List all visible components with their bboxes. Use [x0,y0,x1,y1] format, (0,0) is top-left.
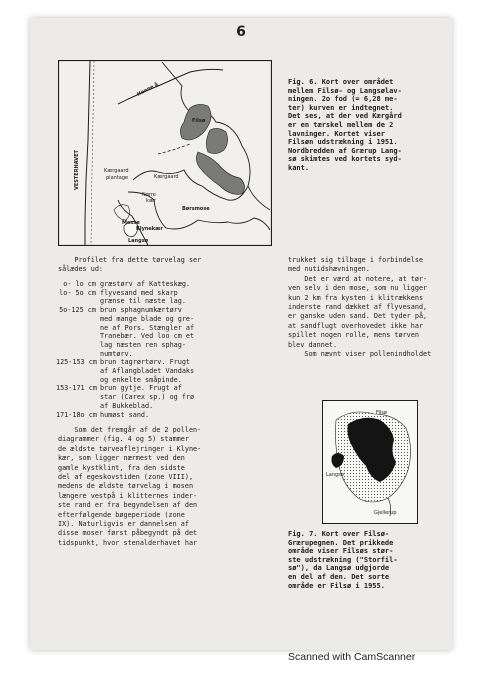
fig6-map [58,60,272,246]
fig7-caption [288,530,398,590]
text-line: inderste rand dækket af flyvesand, [288,303,428,312]
layer-description: med mange blade og gre- [100,314,195,323]
text-line: tidspunkt, hvor stenalderhavet har [58,538,198,547]
page-number: 6 [236,24,246,40]
layer-description: lag næsten ren sphag- [100,340,186,349]
fig6-caption [288,78,402,173]
text-line: disse moser først påbegyndt på det [58,529,198,538]
text-line: IX). Naturligvis er dannelsen af [58,520,189,529]
text-line: er ganske uden sand. Det tyder på, [288,312,428,321]
text-line: sø"), da Langsø udgjorde [288,564,390,573]
text-line: kant. [288,163,310,172]
text-line: Som nævnt viser pollenindholdet [288,350,432,359]
layer-description: brun sphagnumkærtørv [100,306,182,315]
text-line: Fig. 6. Kort over området [288,78,394,86]
layer-description: brun gytje. Frugt af [100,384,182,393]
layer-depth [56,402,100,411]
layer-depth [56,297,100,306]
layer-depth [56,324,100,333]
left-body-text [58,426,201,548]
layer-depth [56,350,100,359]
label-filso: Filsø [192,118,206,124]
layer-row [56,280,194,289]
layer-depth [56,367,100,376]
text-line: ste udstrækning ("Storfil- [288,555,398,564]
layer-row [56,332,194,341]
layer-depth: 125-153 cm [56,358,97,367]
label-vesterhavet: VESTERHAVET [74,150,80,190]
layer-description: og enkelte småpinde. [100,375,182,384]
profile-intro [58,256,201,275]
label-kaergaard: Kærgaard [154,174,179,180]
label-langso: Langsø [128,238,149,244]
text-line: Det ses, at der ved Kærgård [288,112,402,121]
scanned-page [30,18,452,650]
text-line: sålædes ud: [58,265,104,274]
label-klynekaer: Klynekær [136,226,163,232]
text-line: er en tærskel mellem de 2 [288,120,394,129]
text-line: med nutidshævningen. [288,265,370,274]
text-line: Det er værd at notere, at tør- [288,274,428,283]
scanner-watermark: Scanned with CamScanner [288,651,416,663]
label-gjellerup: Gjellerup [374,510,397,516]
right-body-text [288,256,431,359]
text-line: ste rand er fra begyndelsen af den [58,501,198,510]
layer-row [56,297,194,306]
layer-depth [56,393,100,402]
layer-description: af Bukkeblad. [100,401,154,410]
text-line: at sandflugt overhovedet ikke har [288,321,424,330]
text-line: blev dannet. [288,340,338,349]
layer-row [56,384,194,393]
text-line: de ældste tørveaflejringer i Klyne- [58,444,202,453]
text-line: længere vestpå i klitternes inder- [58,491,198,500]
text-line: Grærupegnen. Det prikkede [288,538,394,547]
layer-description: brun tagrørtørv. Frugt [100,358,191,367]
layer-description: numtørv. [100,349,133,358]
label-kaergaard-plantage-2: plantage [106,175,129,181]
label-kaergaard-plantage-1: Kærgaard [104,168,129,174]
text-line: spillet nogen rolle, mens tørven [288,331,419,340]
label-borsmose: Børsmose [182,206,210,212]
layer-depth: 153-171 cm [56,384,97,393]
layer-row [56,402,194,411]
text-line: kun 2 km fra kysten i klitrækkens [288,293,424,302]
layer-row [56,289,194,298]
layer-depth [56,376,100,385]
layer-description: ne af Pors. Stængler af [100,323,195,332]
label-langso-2: Langsø [326,472,344,478]
layer-description: flyvesand med skarp [100,288,178,297]
text-line: ven selv i den mose, som nu ligger [288,284,428,293]
text-line: ter) kurven er indtegnet. [288,103,394,112]
label-henne: Henne å [136,81,160,98]
text-line: trukket sig tilbage i forbindelse [288,256,424,264]
fig7-map [322,400,418,524]
label-filso-2: Filsø [376,410,387,416]
layer-row [56,367,194,376]
layer-row [56,411,194,420]
text-line: område er Filsø i 1955. [288,581,385,590]
text-line: Fig. 7. Kort over Filsø- [288,530,390,538]
layer-table [56,280,194,419]
text-line: kær, som ligger nærmest ved den [58,454,185,463]
layer-description: græstørv af Katteskæg. [100,280,191,288]
layer-description: humøst sand. [100,410,150,419]
text-line: lavninger. Kortet viser [288,129,385,138]
layer-row [56,358,194,367]
layer-description: grænse til næste lag. [100,297,186,306]
text-line: ningen. 2o fod (= 6,28 me- [288,95,398,104]
layer-description: af Aflangbladet Vandaks [100,367,195,376]
lake-filso-east [206,128,227,153]
layer-row [56,376,194,385]
layer-row [56,350,194,359]
label-mosse: Mosse [122,220,140,226]
text-line: Nordbredden af Grærup Lang- [288,146,402,155]
text-line: diagrammer (fig. 4 og 5) stammer [58,435,189,444]
text-line: medens de ældste tørvelag i mosen [58,482,194,491]
text-line: Filsøn udstrækning i 1951. [288,138,398,147]
layer-row [56,306,194,315]
map-frame [59,61,272,246]
layer-row [56,315,194,324]
text-line: Profilet fra dette tørvelag ser [58,256,202,264]
layer-depth [56,341,100,350]
layer-depth: lo- 5o cm [59,288,96,297]
layer-depth: 171-18o cm [56,410,97,419]
text-line: del af egeskovstiden (zone VIII), [58,473,194,482]
layer-depth [56,315,100,324]
layer-depth: o- lo cm [63,280,96,288]
label-norre-2: kær [146,198,156,204]
text-line: en del af den. Det sorte [288,572,390,581]
layer-depth [56,332,100,341]
label-norre-1: Nørre [142,192,156,198]
text-line: sø skimtes ved kortets syd- [288,155,402,164]
layer-description: Tranebær. Ved loo cm et [100,332,195,341]
text-line: gamle kystklint, fra den sidste [58,463,185,472]
text-line: Som det fremgår af de 2 pollen- [58,426,202,434]
text-line: område viser Filsøs stør- [288,547,394,556]
layer-row [56,324,194,333]
layer-description: star (Carex sp.) og frø [100,393,195,402]
layer-row [56,393,194,402]
layer-row [56,341,194,350]
layer-depth: 5o-125 cm [59,306,96,315]
text-line: mellem Filsø- og Langsølav- [288,86,402,95]
text-line: efterfølgende bøgeperiode (zone [58,510,185,519]
